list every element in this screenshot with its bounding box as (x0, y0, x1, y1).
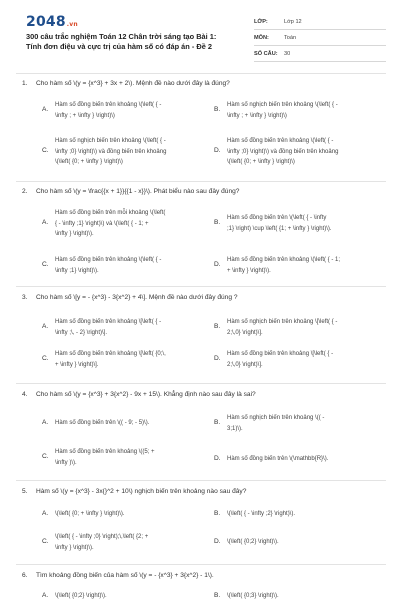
option-letter: D. (214, 538, 221, 545)
option-line: 2;\,0} \right)\]. (227, 361, 263, 368)
option-line: Hàm số nghịch biến trên khoảng \[\left( { - (227, 319, 338, 325)
option-letter: C. (42, 453, 49, 460)
option-line: \infty ;\, - 2} \right)\]. (55, 329, 108, 336)
question-number: 6. (22, 572, 28, 579)
question-2-option-c[interactable] (42, 255, 215, 276)
option-line: Hàm số đồng biến trên khoảng \(\left( { - (55, 102, 162, 108)
option-line: \(\left( { - \infty ;2} \right)\). (227, 511, 296, 517)
option-letter: D. (214, 261, 221, 268)
question-3-option-a[interactable] (42, 317, 215, 338)
option-line: Hàm số đồng biến trên khoảng \[\left( {0;\, (55, 351, 166, 357)
option-letter: A. (42, 510, 49, 517)
option-line: Hàm số đồng biến trên khoảng \(\left( { - (227, 138, 334, 144)
question-5-option-c[interactable] (42, 532, 215, 553)
option-line: + \infty } \right)\]. (55, 361, 99, 368)
divider (16, 480, 386, 481)
question-text: Cho hàm số \(y = {x^3} + 3x + 2\). Mệnh đề nào dưới đây là đúng? (36, 80, 230, 87)
question-3-option-b[interactable] (214, 317, 387, 338)
option-letter: A. (42, 106, 49, 113)
meta-label: MÔN: (254, 34, 269, 41)
option-line: \(\left( {0; + \infty } \right)\). (55, 511, 125, 517)
option-line: Hàm số đồng biến trên khoảng \(\left( { - 1; (227, 257, 341, 263)
option-line: Hàm số đồng biến trên khoảng \[\left( { - (55, 319, 162, 325)
question-text: Cho hàm số \[y = - {x^3} - 3{x^2} + 4\]. Mệnh đề nào dưới đây đúng ? (36, 294, 238, 301)
option-line: \infty ;0} \right)\) và đồng biến trên khoảng (227, 148, 339, 155)
question-number: 1. (22, 80, 28, 87)
option-line: Hàm số đồng biến trên \(\left( { - \infty (227, 215, 327, 221)
divider (16, 181, 386, 182)
option-letter: C. (42, 147, 49, 154)
option-letter: D. (214, 455, 221, 462)
meta-question-count (254, 46, 386, 62)
option-line: \(\left( {0; + \infty } \right)\) (55, 159, 123, 165)
question-number: 2. (22, 188, 28, 195)
option-line: 3;1)\). (227, 425, 243, 432)
document-header (0, 0, 400, 70)
meta-value: Toán (284, 34, 297, 41)
option-line: \infty ;1} \right)\). (55, 267, 99, 274)
question-4-option-a[interactable] (42, 418, 215, 429)
question-1-option-d[interactable] (214, 136, 387, 168)
option-letter: B. (214, 219, 221, 226)
question-4-stem (22, 391, 256, 398)
option-letter: A. (42, 419, 49, 426)
meta-grade (254, 14, 386, 30)
option-line: \infty )\). (55, 459, 77, 466)
meta-label: SỐ CÂU: (254, 50, 278, 57)
question-3-option-d[interactable] (214, 349, 387, 370)
option-line: \infty ; + \infty } \right)\) (55, 112, 115, 119)
document-title (26, 32, 256, 52)
question-text: Cho hàm số \(y = \frac{{x + 1}}{{1 - x}}\). Phát biểu nào sau đây đúng? (36, 188, 240, 195)
question-3-stem (22, 294, 238, 301)
question-5-option-a[interactable] (42, 509, 215, 520)
option-letter: B. (214, 592, 221, 599)
question-text: Cho hàm số \(y = {x^3} + 3{x^2} - 9x + 15\). Khẳng định nào sau đây là sai? (36, 391, 256, 398)
option-line: \(\left( {0;3} \right)\). (227, 593, 279, 599)
question-number: 4. (22, 391, 28, 398)
option-line: \infty } \right)\). (55, 231, 94, 237)
question-2-option-b[interactable] (214, 213, 387, 234)
option-letter: C. (42, 261, 49, 268)
question-number: 5. (22, 488, 28, 495)
divider (16, 383, 386, 384)
option-line: \(\left( {0; + \infty } \right)\) (227, 159, 295, 165)
logo-suffix: .vn (66, 21, 78, 28)
question-2-stem (22, 188, 239, 195)
question-6-stem (22, 572, 214, 579)
option-letter: B. (214, 510, 221, 517)
option-letter: A. (42, 323, 49, 330)
option-line: + \infty } \right)\). (227, 267, 271, 274)
option-line: Hàm số nghịch biến trên khoảng \(\left( { - (227, 102, 338, 108)
logo-text: 2048 (26, 14, 66, 30)
question-1-option-b[interactable] (214, 100, 387, 121)
option-letter: B. (214, 323, 221, 330)
option-line: \infty ; + \infty } \right)\) (227, 112, 287, 119)
question-4-option-d[interactable] (214, 454, 387, 465)
question-1-stem (22, 80, 230, 87)
option-letter: C. (42, 355, 49, 362)
divider (16, 73, 386, 74)
question-2-option-d[interactable] (214, 255, 387, 276)
question-4-option-b[interactable] (214, 413, 387, 434)
document-meta (254, 14, 386, 62)
question-5-stem (22, 488, 246, 495)
option-line: Hàm số đồng biến trên mỗi khoảng \(\left( (55, 210, 166, 216)
option-line: \(\left( {0;2} \right)\). (55, 593, 107, 599)
question-3-option-c[interactable] (42, 349, 215, 370)
option-line: Hàm số đồng biến trên khoảng \((5; + (55, 449, 155, 455)
question-4-option-c[interactable] (42, 447, 215, 468)
option-line: { - \infty ;1} \right)\) và \(\left( { - 1; + (55, 220, 149, 227)
meta-value: 30 (284, 50, 291, 57)
option-line: 2;\,0} \right)\]. (227, 329, 263, 336)
site-logo[interactable] (26, 14, 78, 30)
option-line: \(\left( { - \infty ;0} \right);\,\left( {2; + (55, 534, 149, 540)
question-1-option-c[interactable] (42, 136, 215, 168)
question-number: 3. (22, 294, 28, 301)
option-letter: A. (42, 592, 49, 599)
question-5-option-b[interactable] (214, 509, 387, 520)
title-line-1: 300 câu trắc nghiệm Toán 12 Chân trời sáng tạo Bài 1: (26, 32, 217, 41)
option-line: \(\left( {0;2} \right)\). (227, 539, 279, 545)
option-letter: D. (214, 355, 221, 362)
option-letter: D. (214, 147, 221, 154)
option-letter: B. (214, 419, 221, 426)
question-text: Tìm khoảng đồng biến của hàm số \(y = - {x^3} + 3{x^2} - 1\). (36, 572, 214, 579)
option-letter: A. (42, 219, 49, 226)
option-letter: B. (214, 106, 221, 113)
option-line: \infty } \right)\). (55, 544, 94, 551)
option-line: Hàm số đồng biến trên \(( - 9; - 5)\). (55, 420, 150, 426)
title-line-2: Tính đơn điệu và cực trị của hàm số có đáp án - Đề 2 (26, 42, 212, 51)
question-2-option-a[interactable] (42, 208, 215, 240)
divider (16, 286, 386, 287)
meta-subject (254, 30, 386, 46)
option-line: Hàm số nghịch biến trên khoảng \(( - (227, 415, 325, 421)
option-letter: C. (42, 538, 49, 545)
question-5-option-d[interactable] (214, 537, 387, 548)
question-text: Hàm số \(y = {x^3} - 3x{}^2 + 10\) nghịch biến trên khoảng nào sau đây? (36, 488, 247, 495)
question-1-option-a[interactable] (42, 100, 205, 121)
option-line: Hàm số nghịch biến trên khoảng \(\left( { - (55, 138, 166, 144)
option-line: ;1} \right) \cup \left( {1; + \infty } \right)\). (227, 225, 332, 232)
option-line: Hàm số đồng biến trên khoảng \(\left( { - (55, 257, 162, 263)
option-line: Hàm số đồng biến trên \(\mathbb{R}\). (227, 456, 329, 462)
divider (16, 564, 386, 565)
meta-label: LỚP: (254, 18, 268, 25)
option-line: Hàm số đồng biến trên khoảng \[\left( { - (227, 351, 334, 357)
meta-value: Lớp 12 (284, 18, 302, 25)
option-line: \infty ;0} \right)\) và đồng biến trên khoảng (55, 148, 167, 155)
